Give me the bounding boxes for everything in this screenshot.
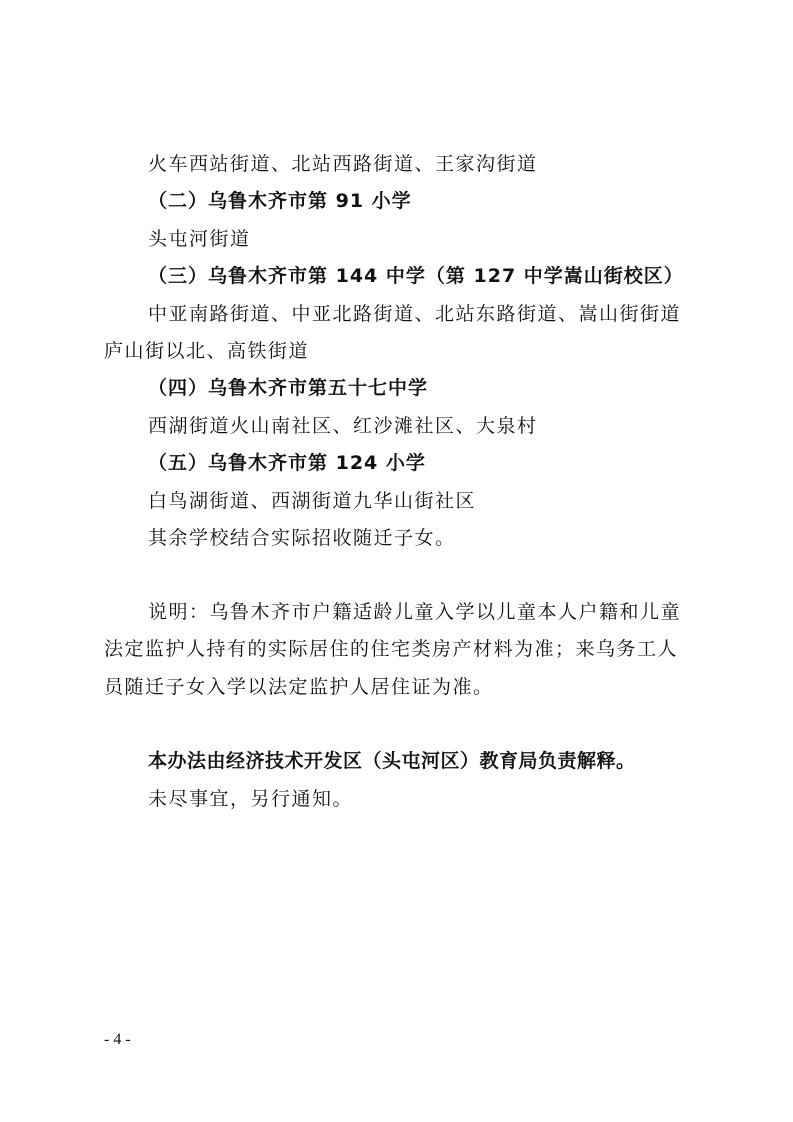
district-list-line: 头屯河街道 bbox=[148, 228, 251, 250]
district-list-line: 白鸟湖街道、西湖街道九华山街社区 bbox=[148, 490, 477, 512]
district-list-line: 中亚南路街道、中亚北路街道、北站东路街道、嵩山街街道 bbox=[148, 303, 682, 325]
page-number: - 4 - bbox=[104, 1031, 131, 1048]
school-heading-91: （二）乌鲁木齐市第 91 小学 bbox=[148, 190, 412, 212]
district-list-line-continued: 庐山街以北、高铁街道 bbox=[104, 340, 310, 362]
district-list-line: 火车西站街道、北站西路街道、王家沟街道 bbox=[148, 153, 538, 175]
school-heading-144: （三）乌鲁木齐市第 144 中学（第 127 中学嵩山街校区） bbox=[148, 265, 684, 287]
school-heading-57: （四）乌鲁木齐市第五十七中学 bbox=[148, 377, 429, 399]
note-line-1: 说明：乌鲁木齐市户籍适龄儿童入学以儿童本人户籍和儿童 bbox=[148, 601, 682, 623]
interpretation-statement: 本办法由经济技术开发区（头屯河区）教育局负责解释。 bbox=[148, 750, 636, 772]
note-line-3: 员随迁子女入学以法定监护人居住证为准。 bbox=[104, 676, 494, 698]
school-heading-124: （五）乌鲁木齐市第 124 小学 bbox=[148, 452, 426, 474]
remaining-schools-line: 其余学校结合实际招收随迁子女。 bbox=[148, 527, 456, 549]
note-line-2: 法定监护人持有的实际居住的住宅类房产材料为准；来乌务工人 bbox=[104, 638, 679, 660]
further-notice-line: 未尽事宜，另行通知。 bbox=[148, 788, 354, 810]
district-list-line: 西湖街道火山南社区、红沙滩社区、大泉村 bbox=[148, 415, 538, 437]
